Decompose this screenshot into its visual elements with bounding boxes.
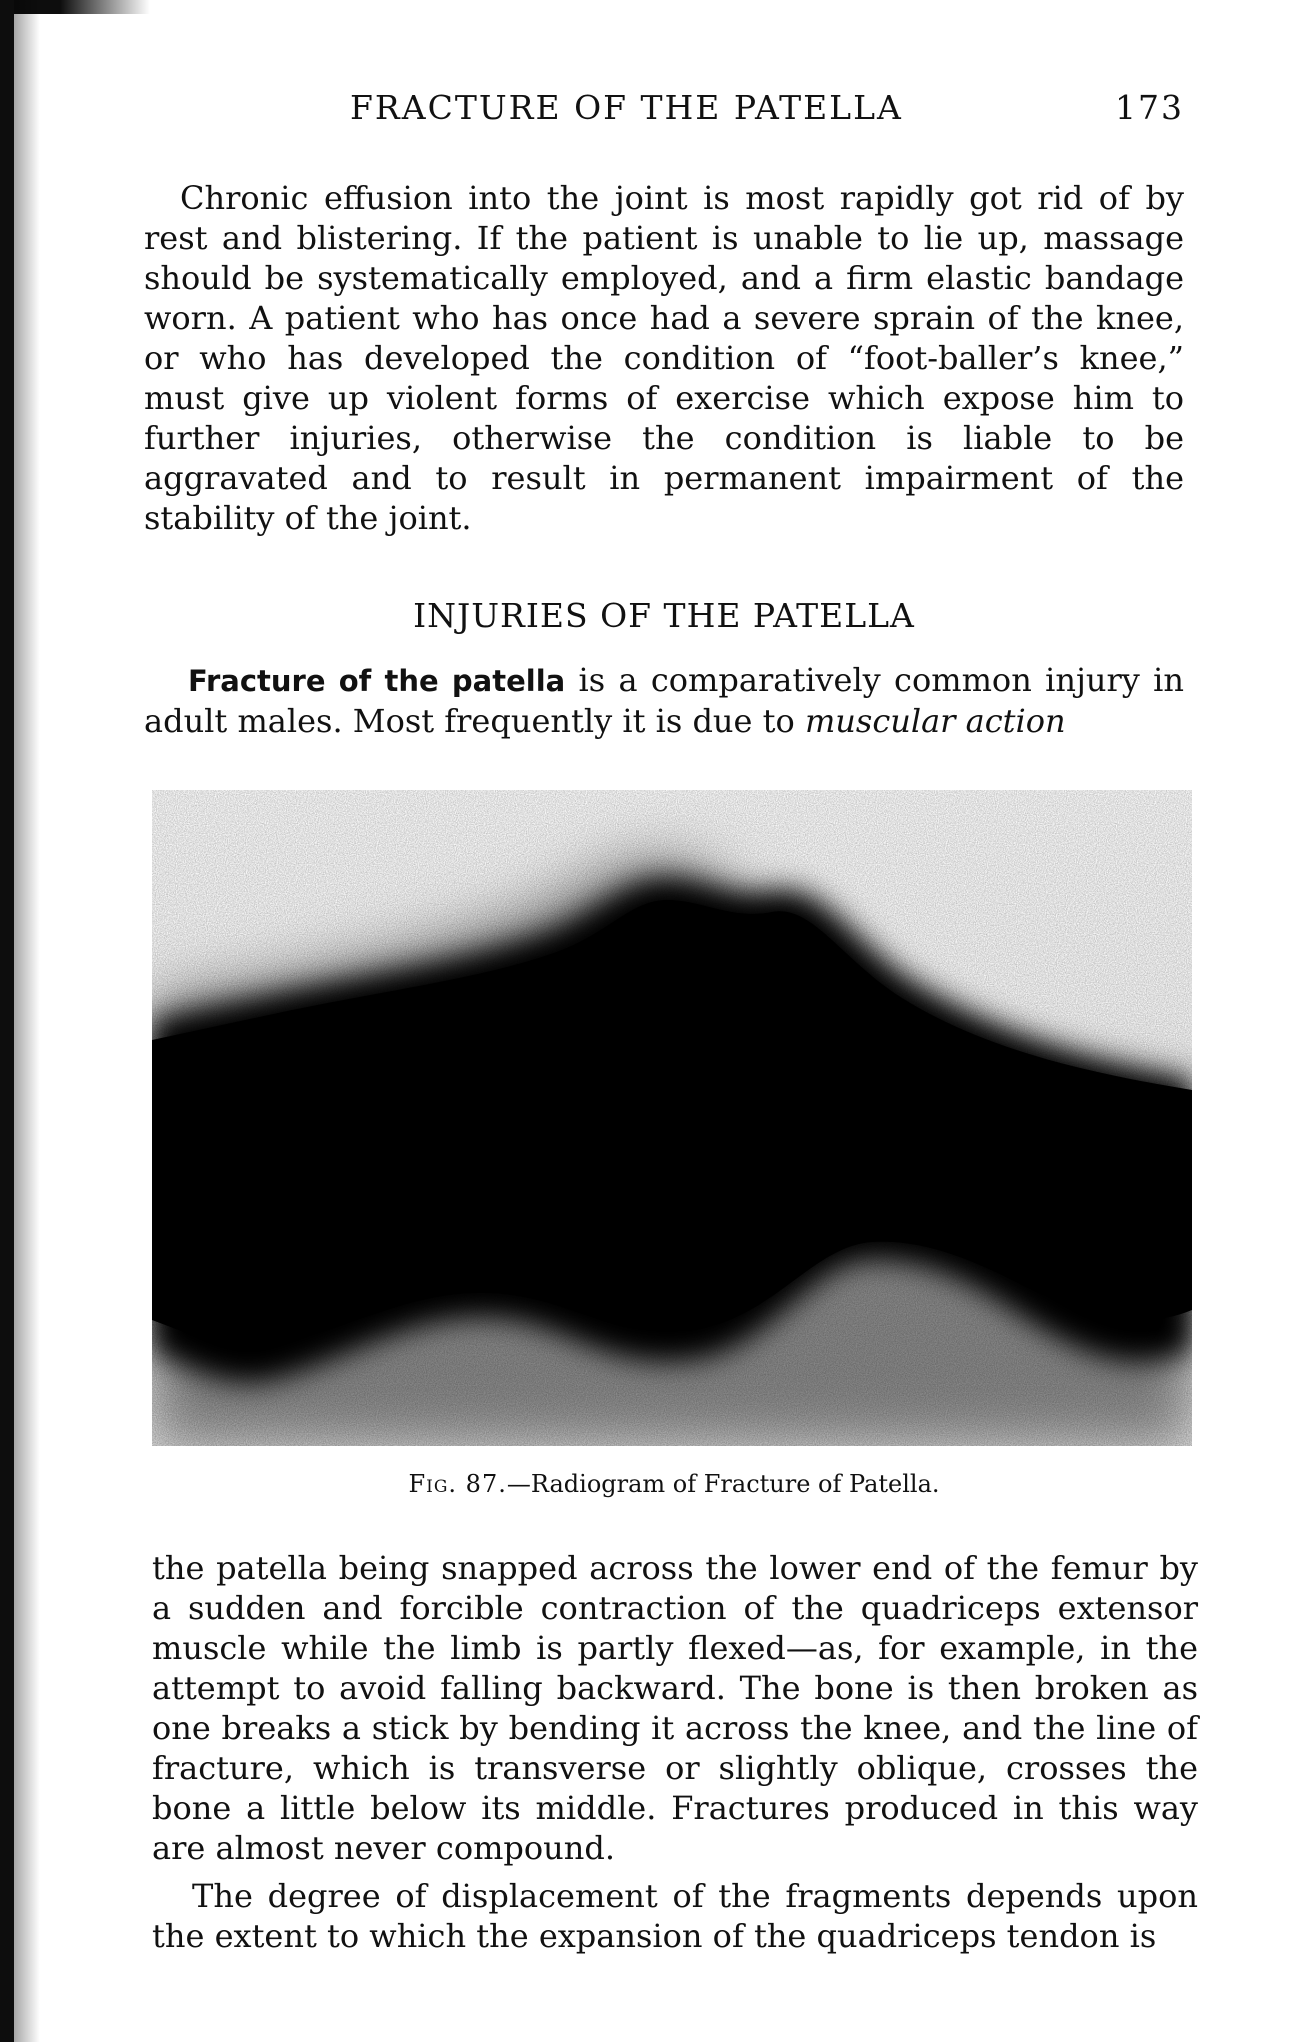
page-number: 173 (1115, 88, 1184, 127)
book-binding-edge (0, 0, 14, 2042)
running-title: FRACTURE OF THE PATELLA (350, 88, 903, 127)
figure-caption-text: —Radiogram of Fracture of Patella. (506, 1470, 940, 1498)
lead-term: Fracture of the patella (188, 664, 566, 698)
running-head (144, 88, 1184, 132)
paragraph-fracture-intro-text: is a comparatively common injury in adult males. Most frequently it is due to (144, 661, 1185, 740)
paragraph-mechanism: the patella being snapped across the lower end of the femur by a sudden and forcible contraction of the quadriceps extensor muscle while the limb is partly flexed—as, for example, in the attempt to avoid falling backward. The bone is then broken as one breaks a stick by bending it across the knee, and the line of fracture, which is transverse or slightly oblique, crosses the bone a little below its middle. Fractures produced in this way are almost never compound. (152, 1549, 1198, 1867)
section-heading: INJURIES OF THE PATELLA (413, 596, 915, 635)
radiogram-figure (152, 790, 1192, 1446)
paragraph-fracture-intro (144, 660, 1184, 741)
paragraph-displacement: The degree of displacement of the fragments depends upon the extent to which the expansion of the quadriceps tendon is (152, 1877, 1198, 1955)
emphasis-term: muscular action (804, 702, 1066, 740)
figure-caption-label: Fig. 87. (408, 1470, 507, 1498)
gutter-shadow (14, 0, 40, 2042)
figure-caption (144, 1470, 1204, 1498)
paragraph-chronic-effusion: Chronic effusion into the joint is most rapidly got rid of by rest and blistering. If the patient is unable to lie up, massage should be systematically employed, and a firm elastic bandage worn. A patient who has once had a severe sprain of the knee, or who has developed the condition of “foot-baller’s knee,” must give up violent forms of exercise which expose him to further injuries, otherwise the condition is liable to be aggravated and to result in permanent impairment of the stability of the joint. (144, 179, 1184, 537)
radiogram-image (152, 790, 1192, 1446)
